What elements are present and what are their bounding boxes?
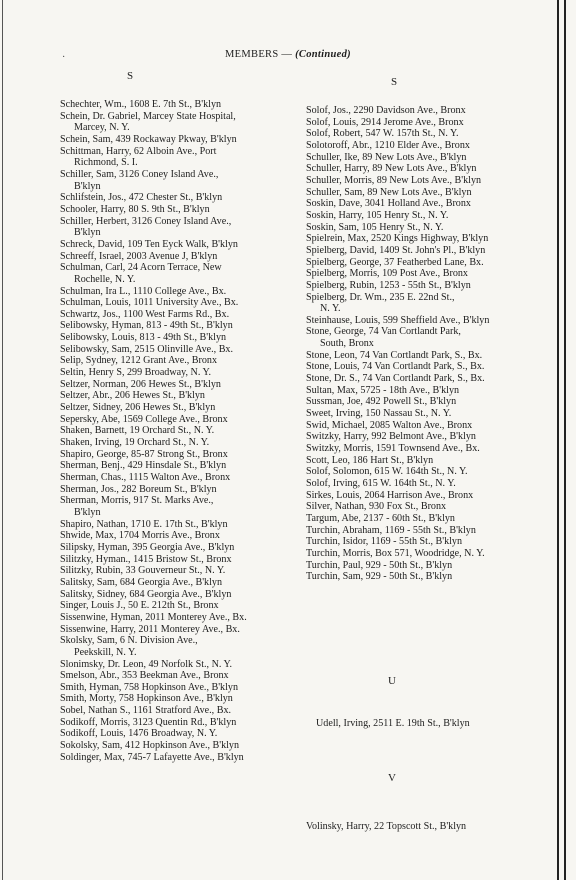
member-entry: Solof, Irving, 615 W. 164th St., N. Y. xyxy=(306,478,456,489)
member-entry-continuation: Rochelle, N. Y. xyxy=(74,273,136,285)
member-entry: Sepersky, Abe, 1569 College Ave., Bronx xyxy=(60,413,228,425)
right-member-column xyxy=(306,105,546,583)
member-entry-continuation: B'klyn xyxy=(74,227,101,239)
member-entry: Smith, Morty, 758 Hopkinson Ave., B'klyn xyxy=(60,693,233,705)
member-entry: Solof, Solomon, 615 W. 164th St., N. Y. xyxy=(306,466,468,478)
member-entry: Targum, Abe, 2137 - 60th St., B'klyn xyxy=(306,512,455,524)
member-entry: Soskin, Dave, 3041 Holland Ave., Bronx xyxy=(306,198,471,210)
member-entry: Spielberg, Rubin, 1253 - 55th St., B'klyn xyxy=(306,279,471,291)
member-entry: Shapiro, Nathan, 1710 E. 17th St., B'klyn xyxy=(60,518,228,530)
member-entry: Schuller, Harry, 89 New Lots Ave., B'klyn xyxy=(306,163,477,175)
member-entry: Selibowsky, Hyman, 813 - 49th St., B'klyn xyxy=(60,320,233,332)
member-entry: Soskin, Harry, 105 Henry St., N. Y. xyxy=(306,209,449,221)
header-title: MEMBERS — xyxy=(225,49,293,60)
section-v-letter: V xyxy=(388,772,396,784)
member-entry: Schechter, Wm., 1608 E. 7th St., B'klyn xyxy=(60,99,222,110)
member-entry: Shwide, Max, 1704 Morris Ave., Bronx xyxy=(60,530,220,542)
member-entry: Shaken, Irving, 19 Orchard St., N. Y. xyxy=(60,437,210,449)
member-entry: Sirkes, Louis, 2064 Harrison Ave., Bronx xyxy=(306,489,474,501)
member-entry: Schooler, Harry, 80 S. 9th St., B'klyn xyxy=(60,203,210,215)
member-entry: Selibowsky, Louis, 813 - 49th St., B'klyn xyxy=(60,332,227,344)
member-entry: Spielberg, Morris, 109 Post Ave., Bronx xyxy=(306,268,468,280)
member-entry: Smelson, Abr., 353 Beekman Ave., Bronx xyxy=(60,670,229,682)
member-entry: Schittman, Harry, 62 Alboin Ave., Port xyxy=(60,145,217,157)
section-u-entry: Udell, Irving, 2511 E. 19th St., B'klyn xyxy=(316,718,470,729)
member-entry: Soskin, Sam, 105 Henry St., N. Y. xyxy=(306,221,444,233)
member-entry: Stone, Dr. S., 74 Van Cortlandt Park, S., Bx. xyxy=(306,373,485,385)
member-entry-continuation: South, Bronx xyxy=(320,338,374,350)
member-entry: Selibowsky, Sam, 2515 Olinville Ave., Bx. xyxy=(60,343,233,355)
member-entry: Stone, George, 74 Van Cortlandt Park, xyxy=(306,326,461,338)
member-entry: Schiller, Sam, 3126 Coney Island Ave., xyxy=(60,168,219,180)
member-entry: Schwartz, Jos., 1100 West Farms Rd., Bx. xyxy=(60,308,230,320)
member-entry: Seltin, Henry S, 299 Broadway, N. Y. xyxy=(60,367,212,379)
member-entry-continuation: Richmond, S. I. xyxy=(74,157,138,169)
member-entry: Schein, Dr. Gabriel, Marcey State Hospital, xyxy=(60,110,236,122)
member-entry: Schuller, Sam, 89 New Lots Ave., B'klyn xyxy=(306,186,472,198)
member-entry-continuation: N. Y. xyxy=(320,303,341,315)
member-entry: Schulman, Carl, 24 Acorn Terrace, New xyxy=(60,262,222,274)
member-entry: Sodikoff, Louis, 1476 Broadway, N. Y. xyxy=(60,728,218,740)
member-entry: Switzky, Harry, 992 Belmont Ave., B'klyn xyxy=(306,431,476,443)
member-entry: Solof, Jos., 2290 Davidson Ave., Bronx xyxy=(306,105,466,116)
member-entry-continuation: B'klyn xyxy=(74,506,101,518)
member-entry: Salitsky, Sam, 684 Georgia Ave., B'klyn xyxy=(60,576,223,588)
member-entry: Silitzky, Hyman., 1415 Bristow St., Bronx xyxy=(60,553,232,565)
member-entry: Shapiro, George, 85-87 Strong St., Bronx xyxy=(60,448,228,460)
member-entry: Seltzer, Norman, 206 Hewes St., B'klyn xyxy=(60,378,221,390)
member-entry: Skolsky, Sam, 6 N. Division Ave., xyxy=(60,635,198,647)
member-entry: Smith, Hyman, 758 Hopkinson Ave., B'klyn xyxy=(60,681,238,693)
member-entry: Solof, Robert, 547 W. 157th St., N. Y. xyxy=(306,128,459,140)
member-entry: Sherman, Chas., 1115 Walton Ave., Bronx xyxy=(60,472,231,483)
member-entry: Swid, Michael, 2085 Walton Ave., Bronx xyxy=(306,419,473,431)
member-entry: Sokolsky, Sam, 412 Hopkinson Ave., B'klyn xyxy=(60,740,240,752)
member-entry: Slonimsky, Dr. Leon, 49 Norfolk St., N. Y. xyxy=(60,658,233,670)
member-entry: Stone, Louis, 74 Van Cortlandt Park, S., Bx. xyxy=(306,361,485,373)
section-u-letter: U xyxy=(388,675,396,687)
member-entry: Spielberg, Dr. Wm., 235 E. 22nd St., xyxy=(306,291,455,303)
member-entry: Shaken, Barnett, 19 Orchard St., N. Y. xyxy=(60,425,215,437)
member-entry: Switzky, Morris, 1591 Townsend Ave., Bx. xyxy=(306,443,480,455)
header-subtitle: (Continued) xyxy=(295,49,351,60)
member-entry: Turchin, Morris, Box 571, Woodridge, N. Y. xyxy=(306,547,485,559)
member-entry: Soldinger, Max, 745-7 Lafayette Ave., B'klyn xyxy=(60,751,244,763)
member-entry: Seltzer, Abr., 206 Hewes St., B'klyn xyxy=(60,390,205,402)
member-entry: Spielberg, George, 37 Featherbed Lane, Bx. xyxy=(306,256,484,268)
member-entry: Scott, Leo, 186 Hart St., B'klyn xyxy=(306,454,434,466)
member-entry-continuation: B'klyn xyxy=(74,180,101,192)
page-header xyxy=(0,49,576,60)
member-entry: Silitzky, Rubin, 33 Gouverneur St., N. Y. xyxy=(60,565,226,577)
member-entry: Seltzer, Sidney, 206 Hewes St., B'klyn xyxy=(60,402,216,414)
member-entry: Silver, Nathan, 930 Fox St., Bronx xyxy=(306,501,447,513)
member-entry: Schulman, Ira L., 1110 College Ave., Bx. xyxy=(60,285,227,297)
member-entry: Schreeff, Israel, 2003 Avenue J, B'klyn xyxy=(60,250,218,262)
member-entry: Stone, Leon, 74 Van Cortlandt Park, S., Bx. xyxy=(306,349,483,361)
member-entry: Sherman, Jos., 282 Boreum St., B'klyn xyxy=(60,483,217,495)
member-entry: Schuller, Ike, 89 New Lots Ave., B'klyn xyxy=(306,151,467,163)
member-entry: Sodikoff, Morris, 3123 Quentin Rd., B'klyn xyxy=(60,716,237,728)
member-entry-continuation: Marcey, N. Y. xyxy=(74,122,130,134)
member-entry: Sobel, Nathan S., 1161 Stratford Ave., Bx. xyxy=(60,705,232,717)
left-border-rule xyxy=(2,0,6,880)
member-entry: Singer, Louis J., 50 E. 212th St., Bronx xyxy=(60,600,219,612)
member-entry: Schiller, Herbert, 3126 Coney Island Ave., xyxy=(60,215,232,227)
member-entry: Turchin, Abraham, 1169 - 55th St., B'klyn xyxy=(306,524,476,536)
member-entry: Selip, Sydney, 1212 Grant Ave., Bronx xyxy=(60,355,217,367)
member-entry: Sultan, Max, 5725 - 18th Ave., B'klyn xyxy=(306,384,460,396)
member-entry: Turchin, Paul, 929 - 50th St., B'klyn xyxy=(306,559,453,571)
section-v-entry: Volinsky, Harry, 22 Topscott St., B'klyn xyxy=(306,821,467,832)
member-entry: Schreck, David, 109 Ten Eyck Walk, B'klyn xyxy=(60,238,238,250)
right-border-rule xyxy=(557,0,566,880)
member-entry: Sherman, Benj., 429 Hinsdale St., B'klyn xyxy=(60,460,227,472)
left-section-letter: S xyxy=(126,70,134,82)
member-entry: Sherman, Morris, 917 St. Marks Ave., xyxy=(60,495,214,507)
member-entry: Silipsky, Hyman, 395 Georgia Ave., B'klyn xyxy=(60,541,235,553)
member-entry: Sissenwine, Hyman, 2011 Monterey Ave., Bx. xyxy=(60,611,247,623)
right-section-letter: S xyxy=(390,76,398,88)
member-entry: Solotoroff, Abr., 1210 Elder Ave., Bronx xyxy=(306,139,470,151)
member-entry: Sweet, Irving, 150 Nassau St., N. Y. xyxy=(306,408,452,420)
member-entry: Schlifstein, Jos., 472 Chester St., B'klyn xyxy=(60,192,223,204)
member-entry: Spielrein, Max, 2520 Kings Highway, B'klyn xyxy=(306,233,489,245)
member-entry-continuation: Peekskill, N. Y. xyxy=(74,646,137,658)
member-entry: Solof, Louis, 2914 Jerome Ave., Bronx xyxy=(306,116,464,128)
page-speck: · xyxy=(62,52,66,63)
member-entry: Sussman, Joe, 492 Powell St., B'klyn xyxy=(306,396,457,408)
member-entry: Schein, Sam, 439 Rockaway Pkway, B'klyn xyxy=(60,133,237,145)
left-member-column xyxy=(60,99,300,763)
member-entry: Spielberg, David, 1409 St. John's Pl., B'klyn xyxy=(306,244,486,256)
member-entry: Steinhause, Louis, 599 Sheffield Ave., B'klyn xyxy=(306,314,490,326)
member-entry: Turchin, Sam, 929 - 50th St., B'klyn xyxy=(306,571,453,583)
member-entry: Salitsky, Sidney, 684 Georgia Ave., B'klyn xyxy=(60,588,232,600)
member-entry: Schulman, Louis, 1011 University Ave., Bx. xyxy=(60,297,239,309)
member-entry: Sissenwine, Harry, 2011 Monterey Ave., Bx. xyxy=(60,623,240,635)
member-entry: Schuller, Morris, 89 New Lots Ave., B'klyn xyxy=(306,174,482,186)
member-entry: Turchin, Isidor, 1169 - 55th St., B'klyn xyxy=(306,536,463,548)
